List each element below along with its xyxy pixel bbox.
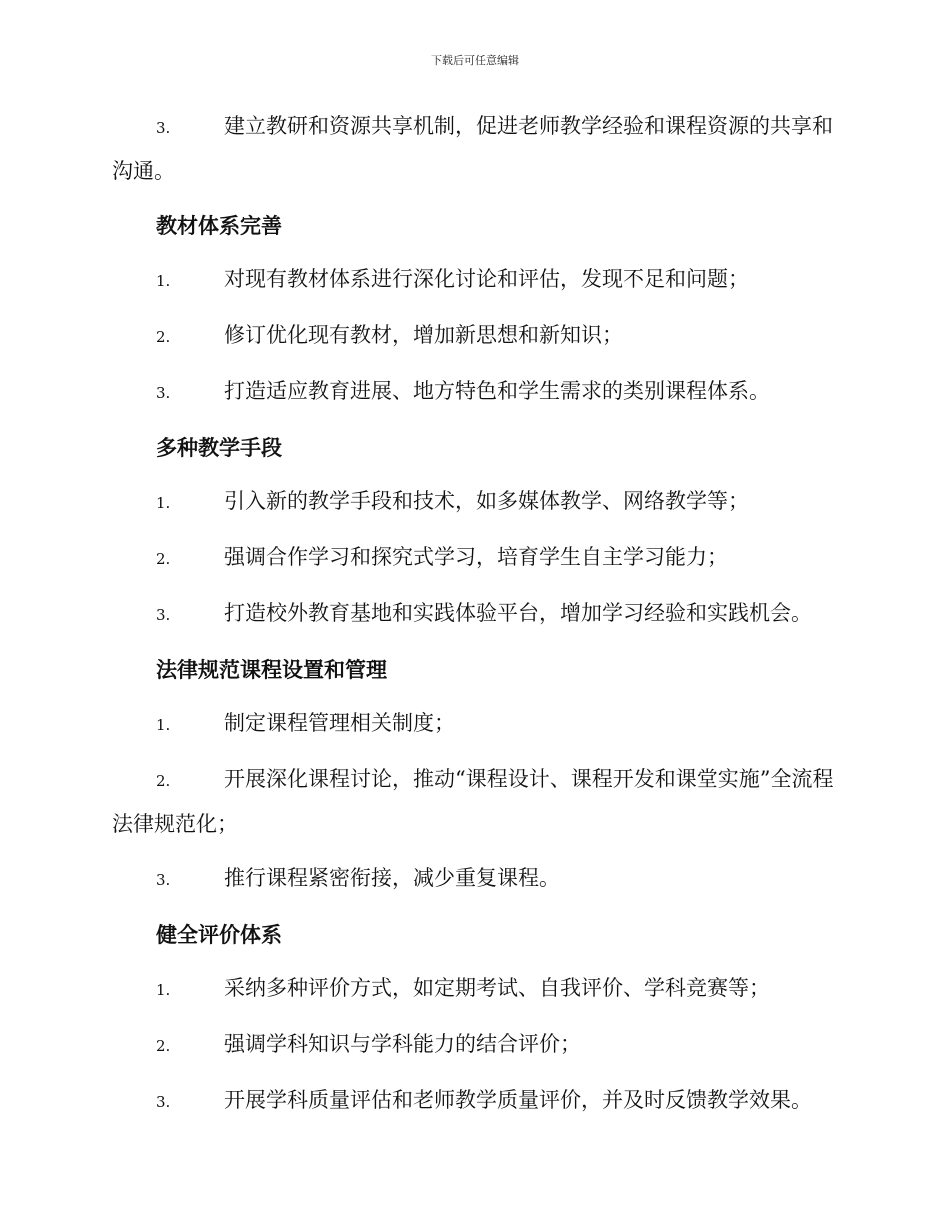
list-item-number: 2.	[156, 1037, 171, 1055]
list-item-text: 强调合作学习和探究式学习，培育学生自主学习能力；	[224, 545, 728, 569]
list-item-text: 建立教研和资源共享机制，促进老师教学经验和课程资源的共享和沟通。	[112, 114, 833, 183]
section-heading: 教材体系完善	[156, 213, 282, 238]
page-header: 下载后可任意编辑	[431, 54, 519, 67]
section-heading: 多种教学手段	[156, 435, 282, 460]
list-item-number: 2.	[156, 550, 171, 568]
list-item-text: 开展深化课程讨论，推动“课程设计、课程开发和课堂实施”全流程法律规范化；	[112, 767, 834, 836]
list-item	[112, 967, 834, 1012]
list-item	[112, 857, 834, 902]
list-item	[112, 1079, 834, 1124]
list-item-text: 引入新的教学手段和技术，如多媒体教学、网络教学等；	[224, 489, 749, 513]
list-item-number: 2.	[156, 772, 171, 790]
list-item	[112, 758, 834, 846]
list-item-text: 制定课程管理相关制度；	[224, 711, 455, 735]
list-item-number: 1.	[156, 494, 171, 512]
list-item-number: 3.	[156, 119, 171, 137]
list-item-number: 3.	[156, 1093, 171, 1111]
list-item-text: 推行课程紧密衔接，减少重复课程。	[224, 866, 560, 890]
list-item	[112, 314, 834, 359]
list-item-number: 2.	[156, 328, 171, 346]
list-item-text: 开展学科质量评估和老师教学质量评价，并及时反馈教学效果。	[224, 1088, 812, 1112]
list-item	[112, 536, 834, 581]
list-item-text: 修订优化现有教材，增加新思想和新知识；	[224, 323, 623, 347]
list-item	[112, 592, 834, 637]
list-item-text: 强调学科知识与学科能力的结合评价；	[224, 1032, 581, 1056]
document-body	[112, 105, 834, 1135]
list-item-number: 3.	[156, 871, 171, 889]
list-item	[112, 702, 834, 747]
list-item-number: 3.	[156, 384, 171, 402]
list-item	[112, 1023, 834, 1068]
list-item-text: 打造适应教育进展、地方特色和学生需求的类别课程体系。	[224, 379, 770, 403]
list-item	[112, 370, 834, 415]
list-item-number: 1.	[156, 716, 171, 734]
list-item-text: 打造校外教育基地和实践体验平台，增加学习经验和实践机会。	[224, 601, 812, 625]
section-heading: 法律规范课程设置和管理	[156, 657, 387, 682]
list-item	[112, 258, 834, 303]
list-item-number: 1.	[156, 981, 171, 999]
list-item-number: 1.	[156, 272, 171, 290]
list-item-number: 3.	[156, 606, 171, 624]
list-item-text: 采纳多种评价方式，如定期考试、自我评价、学科竞赛等；	[224, 976, 770, 1000]
list-item	[112, 480, 834, 525]
list-item-text: 对现有教材体系进行深化讨论和评估，发现不足和问题；	[224, 267, 749, 291]
list-item	[112, 105, 834, 193]
section-heading: 健全评价体系	[156, 922, 282, 947]
